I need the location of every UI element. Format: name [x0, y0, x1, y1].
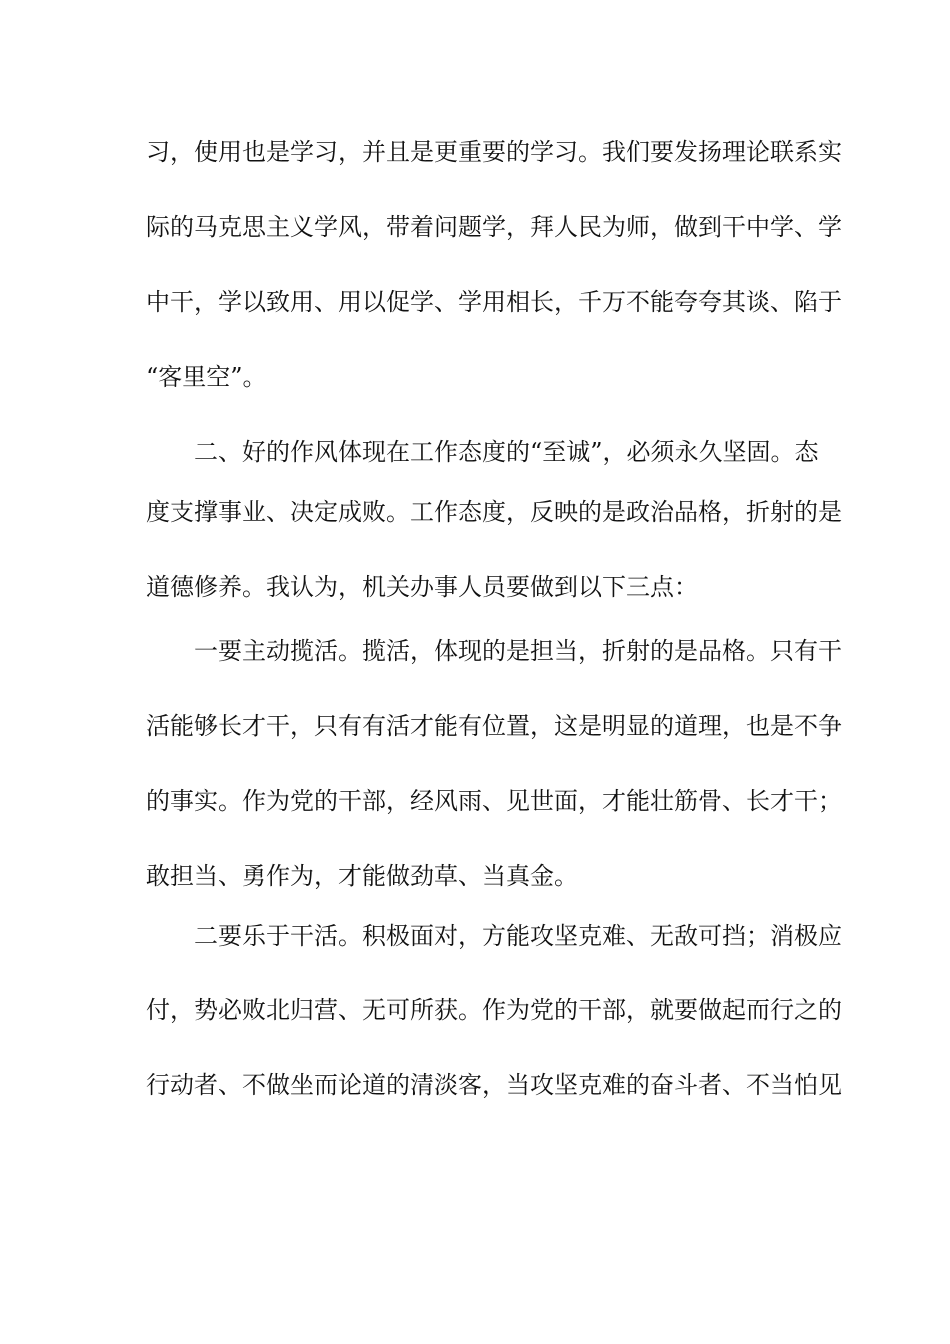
text-line: “客里空”。 — [146, 363, 267, 391]
text-line: 一要主动揽活。揽活，体现的是担当，折射的是品格。只有干 — [194, 637, 842, 665]
text-line: 活能够长才干，只有有活才能有位置，这是明显的道理，也是不争 — [146, 712, 842, 740]
text-line: 习，使用也是学习，并且是更重要的学习。我们要发扬理论联系实 — [146, 138, 842, 166]
text-line: 行动者、不做坐而论道的清淡客，当攻坚克难的奋斗者、不当怕见 — [146, 1071, 842, 1099]
paragraph-heading-line: 二、好的作风体现在工作态度的“至诚”，必须永久坚固。态 — [194, 438, 819, 466]
text-line: 二要乐于干活。积极面对，方能攻坚克难、无敌可挡；消极应 — [194, 922, 842, 950]
text-line: 敢担当、勇作为，才能做劲草、当真金。 — [146, 862, 578, 890]
text-line: 的事实。作为党的干部，经风雨、见世面，才能壮筋骨、长才干； — [146, 787, 842, 815]
text-line: 度支撑事业、决定成败。工作态度，反映的是政治品格，折射的是 — [146, 498, 842, 526]
text-line: 道德修养。我认为，机关办事人员要做到以下三点： — [146, 573, 698, 601]
text-line: 付，势必败北归营、无可所获。作为党的干部，就要做起而行之的 — [146, 996, 842, 1024]
text-line: 中干，学以致用、用以促学、学用相长，千万不能夸夸其谈、陷于 — [146, 288, 842, 316]
text-line: 际的马克思主义学风，带着问题学，拜人民为师，做到干中学、学 — [146, 213, 842, 241]
